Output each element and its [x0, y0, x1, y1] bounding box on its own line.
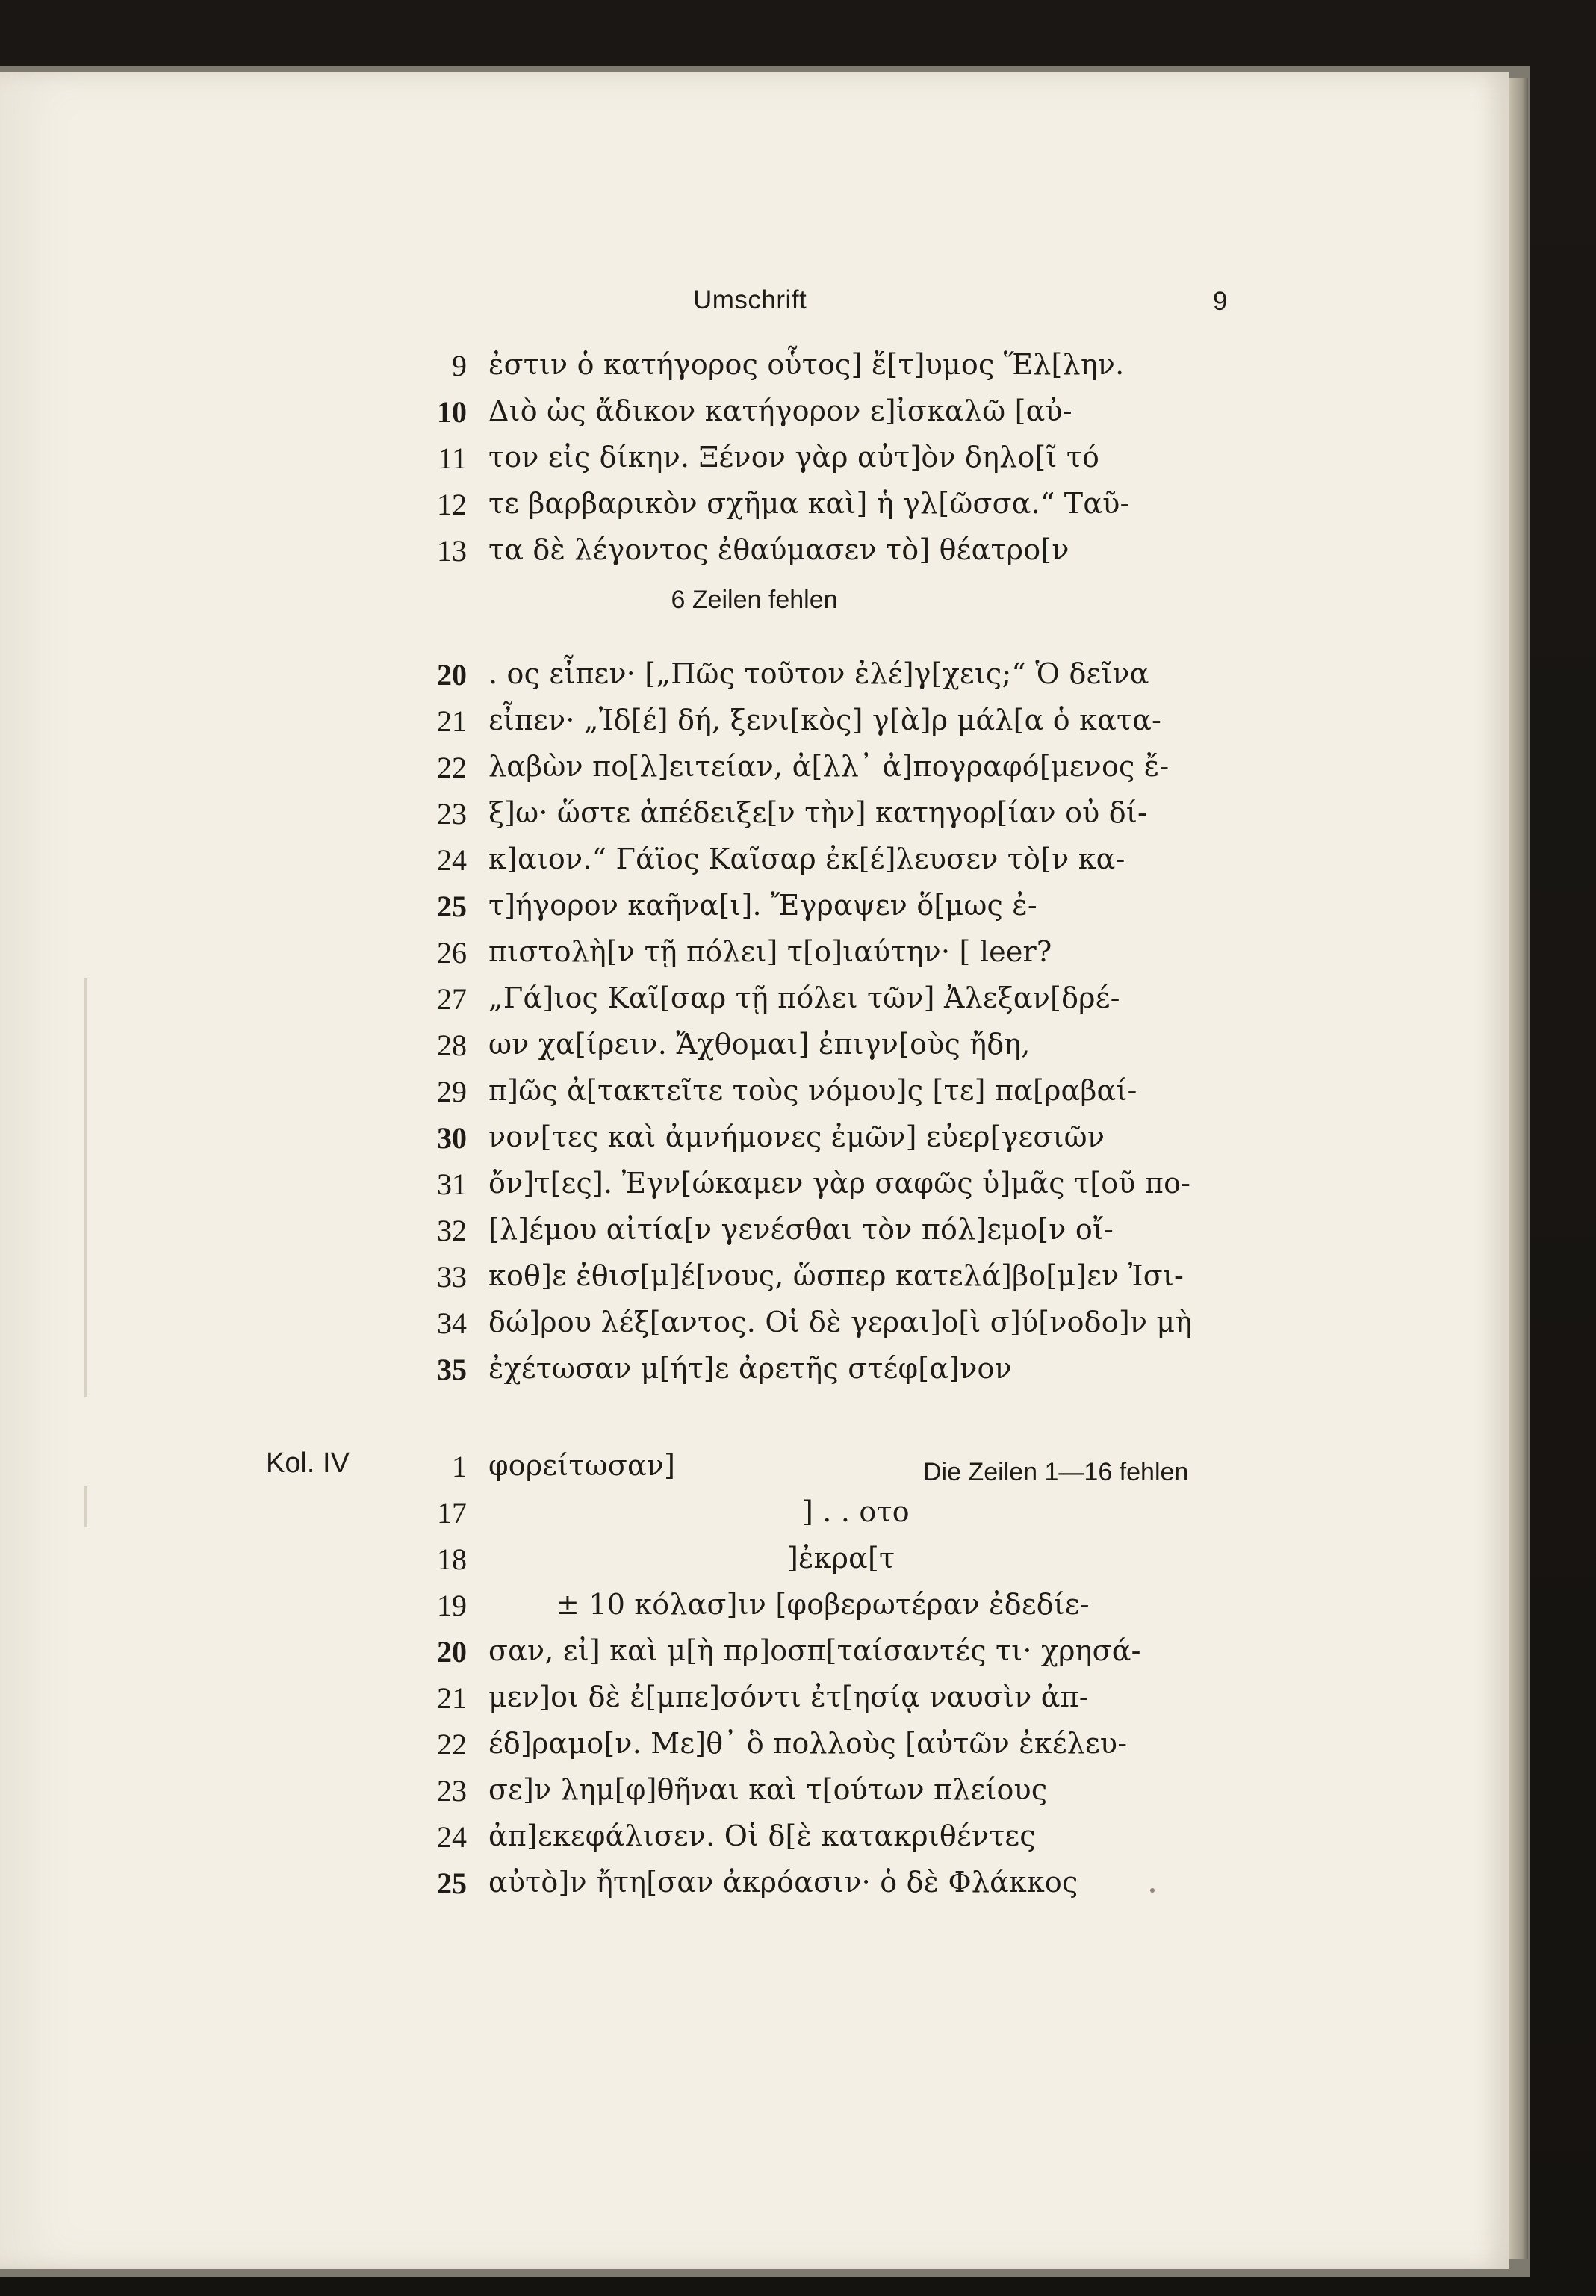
text-line: [0, 981, 1509, 1025]
text-line: [0, 796, 1509, 840]
text-line: [0, 889, 1509, 932]
text-line: [0, 657, 1509, 701]
line-number: 23: [437, 797, 467, 831]
line-number: 29: [437, 1075, 467, 1108]
text-line: [0, 1306, 1509, 1349]
text-line: [0, 1449, 1509, 1492]
line-number: 30: [437, 1121, 467, 1155]
line-text: ὄν]τ[ες]. Ἐγν[ώκαμεν γὰρ σαφῶς ὑ]μᾶς τ[οῦ πο-: [488, 1167, 1191, 1200]
text-line: [0, 1259, 1509, 1303]
line-number: 35: [437, 1353, 467, 1386]
text-line: [0, 1167, 1509, 1210]
text-line: [0, 533, 1509, 577]
text-line: [0, 1213, 1509, 1256]
line-text: ἀπ]εκεφάλισεν. Οἱ δ[ὲ κατακριθέντες: [488, 1819, 1036, 1852]
line-number: 22: [437, 1728, 467, 1761]
text-line: [0, 1634, 1509, 1678]
text-line: [0, 750, 1509, 793]
line-text: αὐτὸ]ν ἤτη[σαν ἀκρόασιν· ὁ δὲ Φλάκκος: [488, 1866, 1078, 1899]
line-number: 23: [437, 1774, 467, 1808]
line-number: 18: [437, 1542, 467, 1576]
line-text: ] . . οτο: [802, 1495, 910, 1528]
line-text: σαν, εἰ] καὶ μ[ὴ πρ]οσπ[ταίσαντές τι· χρησά-: [488, 1634, 1141, 1667]
line-text: λαβὼν πο[λ]ειτείαν, ἀ[λλ᾽ ἀ]πογραφό[μενος ἔ-: [488, 750, 1170, 783]
column-label: Kol. IV: [266, 1448, 350, 1479]
text-line: [0, 1495, 1509, 1539]
text-line: [0, 1727, 1509, 1770]
line-text: έδ]ραμο[ν. Με]θ᾽ ὃ πολλοὺς [αὐτῶν ἐκέλευ-: [488, 1727, 1128, 1760]
line-text: κ]αιον.“ Γάϊος Καῖσαρ ἐκ[έ]λευσεν τὸ[ν κα-: [488, 843, 1125, 875]
line-number: 33: [437, 1260, 467, 1294]
line-text: Διὸ ὡς ἄδικον κατήγορον ε]ἰσκαλῶ [αὐ-: [488, 394, 1072, 427]
text-line: [0, 348, 1509, 391]
line-number: 9: [452, 349, 467, 382]
line-number: 25: [437, 1867, 467, 1900]
line-number: 28: [437, 1028, 467, 1062]
line-number: 1: [452, 1450, 467, 1483]
text-line: [0, 1120, 1509, 1164]
text-line: [0, 935, 1509, 978]
line-number: 31: [437, 1167, 467, 1201]
line-text: μεν]οι δὲ ἐ[μπε]σόντι ἐτ[ησίᾳ ναυσὶν ἀπ-: [488, 1681, 1089, 1713]
line-number: 27: [437, 982, 467, 1016]
line-text: τε βαρβαρικὸν σχῆμα καὶ] ἡ γλ[ῶσσα.“ Ταῦ-: [488, 487, 1130, 520]
missing-lines-note: Die Zeilen 1—16 fehlen: [923, 1458, 1189, 1486]
line-number: 24: [437, 843, 467, 877]
line-number: 20: [437, 1635, 467, 1669]
line-text: φορείτωσαν]: [488, 1449, 676, 1482]
line-text: ξ]ω· ὥστε ἀπέδειξε[ν τὴν] κατηγορ[ίαν οὐ δί-: [488, 796, 1147, 829]
line-text: τον εἰς δίκην. Ξένον γὰρ αὐτ]ὸν δηλο[ῖ τό: [488, 441, 1100, 474]
text-line: [0, 441, 1509, 484]
gap-note: 6 Zeilen fehlen: [671, 586, 838, 614]
page-edge: [1509, 78, 1528, 2259]
text-line: [0, 1866, 1509, 1909]
text-line: [0, 1819, 1509, 1863]
line-text: [λ]έμου αἰτία[ν γενέσθαι τὸν πόλ]εμο[ν οἴ-: [488, 1213, 1114, 1246]
line-text: τ]ήγορον καῆνα[ι]. Ἔγραψεν ὅ[μως ἐ-: [488, 889, 1037, 922]
line-text: δώ]ρου λέξ[αντος. Οἱ δὲ γεραι]ο[ὶ σ]ύ[νοδο]ν μὴ: [488, 1306, 1193, 1338]
line-text: „Γά]ιος Καῖ[σαρ τῇ πόλει τῶν] Ἀλεξαν[δρέ-: [488, 981, 1120, 1014]
line-number: 26: [437, 936, 467, 969]
line-number: 13: [437, 534, 467, 568]
text-line: [0, 704, 1509, 747]
line-number: 21: [437, 1681, 467, 1715]
line-text: ± 10 κόλασ]ιν [φοβερωτέραν ἐδεδίε-: [556, 1588, 1090, 1621]
running-header: [0, 285, 1509, 330]
line-number: 24: [437, 1820, 467, 1854]
line-number: 34: [437, 1306, 467, 1340]
text-line: [0, 487, 1509, 530]
line-number: 10: [437, 395, 467, 429]
line-text: ἐχέτωσαν μ[ήτ]ε ἀρετῆς στέφ[α]νον: [488, 1352, 1012, 1385]
running-title: Umschrift: [693, 285, 807, 314]
text-line: [0, 1352, 1509, 1395]
line-text: κοθ]ε ἐθισ[μ]έ[νους, ὥσπερ κατελά]βο[μ]εν Ἰσι-: [488, 1259, 1184, 1292]
line-number: 25: [437, 890, 467, 923]
line-text: νον[τες καὶ ἀμνήμονες ἐμῶν] εὐερ[γεσιῶν: [488, 1120, 1105, 1153]
line-number: 12: [437, 488, 467, 521]
line-text: π]ῶς ἀ[τακτεῖτε τοὺς νόμου]ς [τε] πα[ραβαί-: [488, 1074, 1137, 1107]
text-line: [0, 1028, 1509, 1071]
line-number: 20: [437, 658, 467, 692]
text-line: [0, 1681, 1509, 1724]
line-text: τα δὲ λέγοντος ἐθαύμασεν τὸ] θέατρο[ν: [488, 533, 1069, 566]
text-line: [0, 1588, 1509, 1631]
text-line: [0, 1773, 1509, 1816]
text-line: [0, 843, 1509, 886]
line-text: εἶπεν· „Ἰδ[έ] δή, ξενι[κὸς] γ[ὰ]ρ μάλ[α ὁ κατα-: [488, 704, 1162, 736]
text-line: [0, 1542, 1509, 1585]
line-number: 32: [437, 1214, 467, 1247]
line-text: . ος εἶπεν· [„Πῶς τοῦτον ἐλέ]γ[χεις;“ Ὁ δεῖνα: [488, 657, 1149, 690]
page-number: 9: [1213, 287, 1228, 316]
line-number: 19: [437, 1589, 467, 1622]
line-number: 17: [437, 1496, 467, 1530]
text-line: [0, 1074, 1509, 1117]
line-number: 11: [438, 441, 467, 475]
line-text: ]ἐκρα[τ: [787, 1542, 895, 1574]
line-number: 22: [437, 751, 467, 784]
line-number: 21: [437, 704, 467, 738]
line-text: ων χα[ίρειν. Ἄχθομαι] ἐπιγν[οὺς ἤδη,: [488, 1028, 1031, 1061]
line-text: ἐστιν ὁ κατήγορος οὗτος] ἔ[τ]υμος Ἕλ[λην.: [488, 348, 1125, 381]
text-line: [0, 394, 1509, 438]
line-text: πιστολὴ[ν τῇ πόλει] τ[ο]ιαύτην· [ leer?: [488, 935, 1052, 968]
line-text: σε]ν λημ[φ]θῆναι καὶ τ[ούτων πλείους: [488, 1773, 1048, 1806]
